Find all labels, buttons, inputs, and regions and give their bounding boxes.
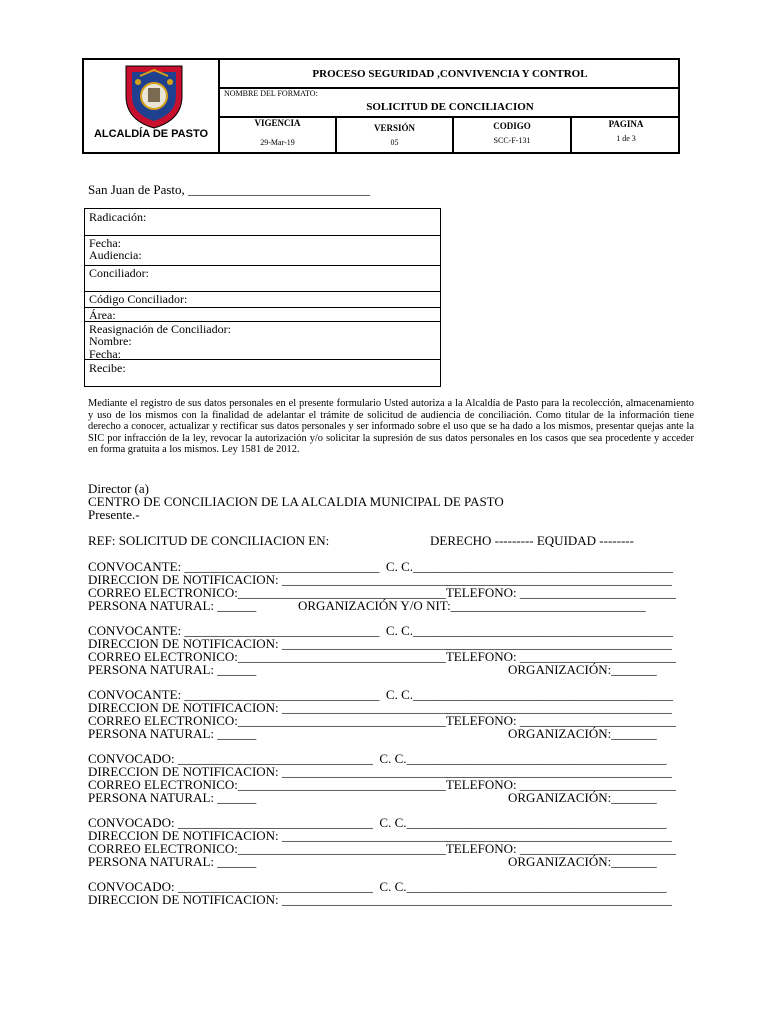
party-type-org[interactable]: ORGANIZACIÓN:_______ [508, 662, 657, 677]
box-divider [85, 307, 440, 308]
radicacion-label: Radicación: [89, 210, 147, 224]
ref-options[interactable]: DERECHO --------- EQUIDAD -------- [430, 533, 634, 548]
party-type-natural[interactable]: PERSONA NATURAL: ______ [88, 790, 257, 805]
center-line: CENTRO DE CONCILIACION DE LA ALCALDIA MUNICIPAL DE PASTO [88, 494, 504, 509]
codigo-conciliador-label: Código Conciliador: [89, 292, 188, 306]
party-type-natural[interactable]: PERSONA NATURAL: ______ [88, 598, 257, 613]
organization-name: ALCALDÍA DE PASTO [93, 128, 209, 140]
party-address-line[interactable]: DIRECCION DE NOTIFICACION: ____________________________________________________________ [88, 764, 672, 779]
box-divider [85, 359, 440, 360]
party-type-natural[interactable]: PERSONA NATURAL: ______ [88, 662, 257, 677]
party-type-org[interactable]: ORGANIZACIÓN:_______ [508, 790, 657, 805]
party-contact-line[interactable]: CORREO ELECTRONICO:________________________________TELEFONO: ________________________ [88, 841, 676, 856]
privacy-notice: Mediante el registro de sus datos personales en el presente formulario Usted autoriza a la Alcaldía de Pasto para la recolección, almacenamiento y uso de los mismos con la finalidad de adelantar el trámite de solicitud de audiencia de conciliación. Como titular de la información tiene derecho a conocer, actualizar y rectificar sus datos personales y ser informado sobre el uso que se ha dado a los mismos, presentar quejas ante la SIC por infracción de la ley, revocar la autorización y/o solicitar la supresión de sus datos personales en los casos que sea procedente y acceder en forma gratuita a los mismos. Ley 1581 de 2012. [88, 398, 694, 456]
party-id-line[interactable]: CONVOCADO: ______________________________ C. C.________________________________________ [88, 815, 667, 830]
party-id-line[interactable]: CONVOCANTE: ______________________________ C. C.________________________________________ [88, 559, 674, 574]
fecha-label: Fecha: [89, 236, 121, 250]
party-block [88, 560, 688, 620]
party-block [88, 816, 688, 876]
party-id-line[interactable]: CONVOCADO: ______________________________ C. C.________________________________________ [88, 879, 667, 894]
ref-line: REF: SOLICITUD DE CONCILIACION EN: [88, 533, 330, 548]
place-date-line[interactable]: San Juan de Pasto, ____________________________ [88, 182, 371, 197]
format-label: NOMBRE DEL FORMATO: [224, 89, 318, 98]
vigencia-value: 29-Mar-19 [260, 138, 295, 147]
version-value: 05 [390, 138, 399, 147]
party-address-line[interactable]: DIRECCION DE NOTIFICACION: ____________________________________________________________ [88, 700, 672, 715]
process-name: PROCESO SEGURIDAD ,CONVIVENCIA Y CONTROL [312, 68, 588, 80]
area-label: Área: [89, 308, 116, 322]
party-block [88, 688, 688, 748]
party-type-natural[interactable]: PERSONA NATURAL: ______ [88, 854, 257, 869]
party-id-line[interactable]: CONVOCANTE: ______________________________ C. C.________________________________________ [88, 687, 674, 702]
party-address-line[interactable]: DIRECCION DE NOTIFICACION: ____________________________________________________________ [88, 892, 672, 907]
party-id-line[interactable]: CONVOCANTE: ______________________________ C. C.________________________________________ [88, 623, 674, 638]
format-name: SOLICITUD DE CONCILIACION [366, 101, 534, 113]
party-contact-line[interactable]: CORREO ELECTRONICO:________________________________TELEFONO: ________________________ [88, 649, 676, 664]
reception-box [84, 208, 441, 387]
recibe-label: Recibe: [89, 361, 126, 375]
pagina-label: PAGINA [608, 119, 644, 129]
document-header [82, 58, 680, 154]
audiencia-label: Audiencia: [89, 248, 142, 262]
party-type-org[interactable]: ORGANIZACIÓN:_______ [508, 726, 657, 741]
party-contact-line[interactable]: CORREO ELECTRONICO:________________________________TELEFONO: ________________________ [88, 585, 676, 600]
coat-of-arms-icon [120, 62, 188, 130]
party-address-line[interactable]: DIRECCION DE NOTIFICACION: ____________________________________________________________ [88, 828, 672, 843]
party-contact-line[interactable]: CORREO ELECTRONICO:________________________________TELEFONO: ________________________ [88, 777, 676, 792]
presente-line: Presente.- [88, 507, 140, 522]
party-address-line[interactable]: DIRECCION DE NOTIFICACION: ____________________________________________________________ [88, 572, 672, 587]
codigo-label: CODIGO [493, 121, 531, 131]
logo-cell [84, 60, 220, 152]
version-label: VERSIÓN [373, 123, 415, 133]
director-line: Director (a) [88, 481, 149, 496]
party-id-line[interactable]: CONVOCADO: ______________________________ C. C.________________________________________ [88, 751, 667, 766]
party-contact-line[interactable]: CORREO ELECTRONICO:________________________________TELEFONO: ________________________ [88, 713, 676, 728]
pagina-value: 1 de 3 [616, 134, 636, 143]
reasignacion-label: Reasignación de Conciliador: [89, 322, 231, 336]
fecha-reasignacion-label: Fecha: [89, 347, 121, 361]
party-block [88, 880, 688, 910]
party-type-org[interactable]: ORGANIZACIÓN Y/O NIT:______________________________ [298, 598, 646, 613]
party-block [88, 752, 688, 812]
party-type-org[interactable]: ORGANIZACIÓN:_______ [508, 854, 657, 869]
conciliador-label: Conciliador: [89, 266, 149, 280]
party-address-line[interactable]: DIRECCION DE NOTIFICACION: ____________________________________________________________ [88, 636, 672, 651]
codigo-value: SCC-F-131 [493, 136, 531, 145]
box-divider [85, 235, 440, 236]
party-block [88, 624, 688, 684]
nombre-label: Nombre: [89, 334, 132, 348]
party-type-natural[interactable]: PERSONA NATURAL: ______ [88, 726, 257, 741]
vigencia-label: VIGENCIA [254, 118, 301, 128]
